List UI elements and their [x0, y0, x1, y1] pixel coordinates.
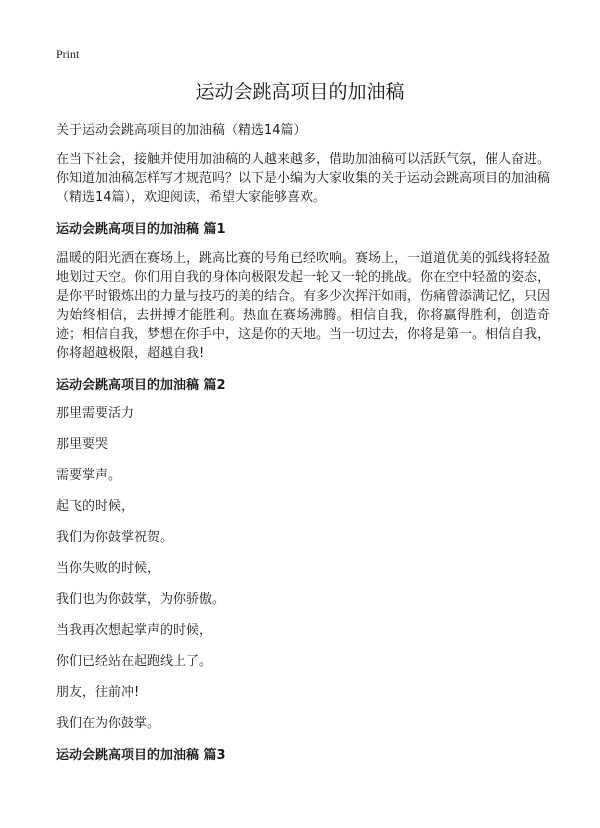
poem-line: 我们也为你鼓掌，为你骄傲。 [56, 592, 226, 607]
poem-line: 需要掌声。 [56, 468, 122, 483]
document-title: 运动会跳高项目的加油稿 [195, 81, 405, 103]
poem-line: 那里要哭 [56, 437, 109, 452]
poem-line: 当你失败的时候， [56, 561, 161, 576]
poem-line: 当我再次想起掌声的时候， [56, 623, 213, 638]
poem-line: 起飞的时候， [56, 499, 135, 514]
poem-line: 我们在为你鼓掌。 [56, 716, 161, 731]
poem-line: 那里需要活力 [56, 406, 135, 421]
poem-line: 你们已经站在起跑线上了。 [56, 654, 213, 669]
section-1-paragraph: 温暖的阳光洒在赛场上，跳高比赛的号角已经吹响。赛场上，一道道优美的弧线将轻盈地划过天空。你们用自我的身体向极限发起一轮又一轮的挑战。你在空中轻盈的姿态，是你平时锻炼出的力量与技巧的美的结合。有多少次挥汗如雨，伤痛曾添满记忆，只因为始终相信，去拼搏才能胜利。热血在赛场沸腾。相信自我，你将赢得胜利，创造奇迹；相信自我，梦想在你手中，这是你的天地。当一切过去，你将是第一。相信自我，你将超越极限，超越自我! [56, 251, 551, 361]
section-heading-2: 运动会跳高项目的加油稿 篇2 [56, 378, 226, 393]
section-heading-3: 运动会跳高项目的加油稿 篇3 [56, 748, 226, 763]
document-subtitle: 关于运动会跳高项目的加油稿（精选14篇） [56, 123, 307, 138]
section-2-lines [56, 405, 550, 733]
intro-paragraph: 在当下社会，接触并使用加油稿的人越来越多，借助加油稿可以活跃气氛，催人奋进。你知道加油稿怎样写才规范吗？以下是小编为大家收集的关于运动会跳高项目的加油稿（精选14篇），欢迎阅读，希望大家能够喜欢。 [56, 152, 551, 205]
poem-line: 朋友，往前冲! [56, 685, 140, 700]
poem-line: 我们为你鼓掌祝贺。 [56, 530, 174, 545]
section-heading-1: 运动会跳高项目的加油稿 篇1 [56, 222, 226, 237]
document-body [56, 122, 550, 775]
print-link[interactable]: Print [56, 47, 80, 61]
